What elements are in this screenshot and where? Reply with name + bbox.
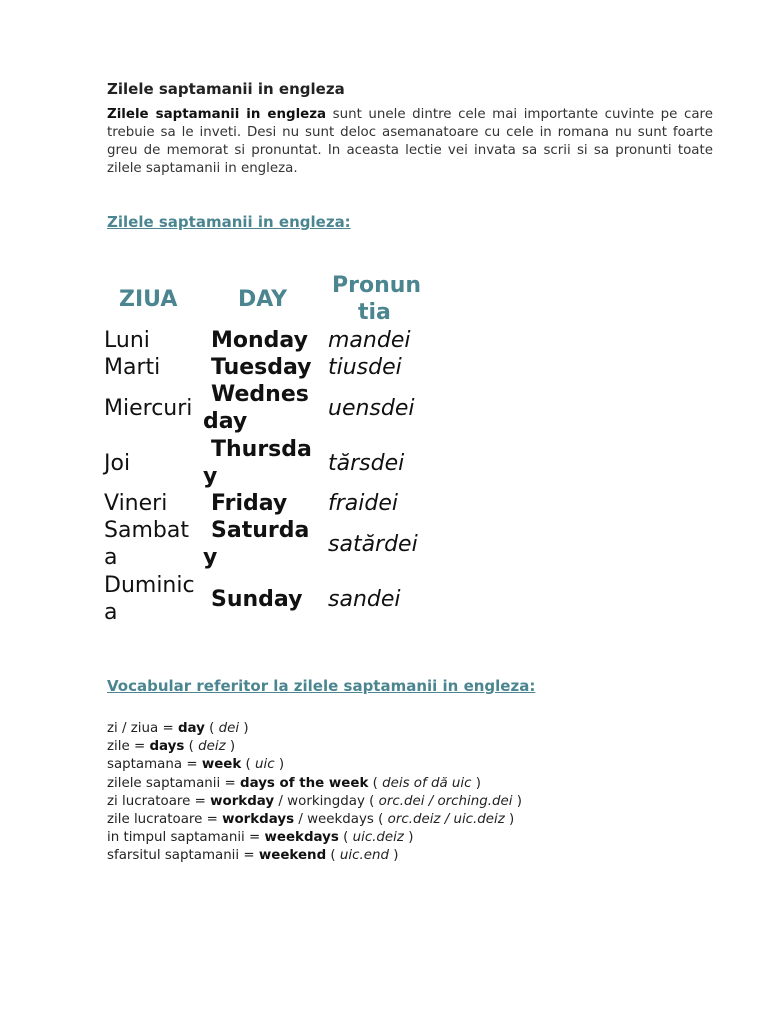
vocab-romanian: zi / ziua =	[107, 721, 178, 736]
vocab-pronunciation: uic	[255, 757, 275, 773]
vocab-close: )	[274, 757, 285, 773]
vocab-romanian: zile =	[107, 739, 150, 755]
vocab-romanian: zile lucratoare =	[107, 812, 223, 828]
day-pronunciation-cell: mandei	[328, 328, 411, 353]
day-ro-cell: a	[104, 545, 118, 570]
header-ziua: ZIUA	[119, 287, 178, 312]
vocab-romanian: zi lucratoare =	[107, 793, 211, 809]
vocab-section-heading[interactable]: Vocabular referitor la zilele saptamanii in engleza:	[107, 677, 536, 695]
vocab-english: day	[177, 721, 205, 736]
vocab-separator: (	[184, 739, 199, 755]
intro-text: sunt unele dintre cele mai importante cuvinte pe care trebuie sa le inveti. Desi nu sunt deloc asemanatoare cu cele in romana nu sunt foarte greu de memorat si pronuntat. In aceasta lectie vei invata sa scrii si sa pronunti toate zilele saptamanii in engleza.	[107, 107, 713, 176]
vocab-separator: (	[326, 848, 340, 864]
vocab-separator: (	[368, 775, 383, 791]
day-ro-cell: Vineri	[104, 491, 168, 516]
vocab-separator: (	[241, 757, 256, 773]
vocab-separator: / weekdays (	[294, 812, 388, 828]
day-en-cell: Friday	[211, 491, 288, 516]
day-en-cell: Tuesday	[211, 355, 312, 380]
day-en-cell: Monday	[211, 328, 308, 353]
day-ro-cell: Sambat	[104, 518, 189, 543]
header-pronuntia-part1: Pronun	[332, 273, 422, 298]
day-ro-cell: Miercuri	[104, 395, 193, 421]
vocab-close: )	[225, 739, 236, 755]
vocab-item	[107, 847, 522, 865]
vocab-romanian: sfarsitul saptamanii =	[107, 848, 259, 864]
header-day: DAY	[238, 287, 288, 312]
intro-paragraph	[107, 106, 713, 178]
day-en-cell: y	[203, 545, 218, 570]
days-section-heading[interactable]: Zilele saptamanii in engleza:	[107, 213, 351, 231]
vocab-item	[107, 756, 522, 774]
vocab-pronunciation: dei	[218, 721, 240, 736]
vocab-item	[107, 738, 522, 756]
vocab-close: )	[512, 793, 522, 809]
vocab-english: week	[201, 757, 242, 773]
day-en-cell: y	[203, 464, 218, 489]
day-pronunciation-cell: uensdei	[328, 395, 415, 421]
day-ro-cell: Luni	[104, 328, 150, 353]
day-pronunciation-cell: satărdei	[328, 531, 418, 557]
vocab-list	[107, 720, 522, 866]
day-ro-cell: Duminic	[104, 573, 195, 598]
vocab-romanian: in timpul saptamanii =	[107, 830, 265, 846]
day-pronunciation-cell: fraidei	[328, 491, 398, 516]
day-pronunciation-cell: tiusdei	[328, 355, 402, 380]
vocab-english: days	[149, 739, 185, 755]
vocab-english: weekdays	[264, 830, 339, 846]
day-ro-cell: a	[104, 600, 118, 625]
vocab-item	[107, 829, 522, 847]
day-ro-cell: Marti	[104, 355, 161, 380]
header-pronuntia-part2: tia	[358, 300, 391, 325]
vocab-pronunciation: orc.deiz / uic.deiz	[387, 812, 505, 828]
day-en-cell: Wednes	[211, 382, 309, 407]
day-pronunciation-cell: sandei	[328, 586, 401, 612]
day-en-cell: day	[203, 409, 248, 434]
vocab-pronunciation: deiz	[198, 739, 226, 755]
vocab-item	[107, 775, 522, 793]
vocab-romanian: saptamana =	[107, 757, 202, 773]
vocab-close: )	[403, 830, 414, 846]
vocab-english: weekend	[258, 848, 327, 864]
vocab-item	[107, 811, 522, 829]
vocab-english: workdays	[222, 812, 295, 828]
vocab-pronunciation: deis of dă uic	[382, 775, 472, 791]
vocab-separator: (	[338, 830, 353, 846]
vocab-pronunciation: orc.dei / orching.dei	[378, 793, 513, 809]
vocab-romanian: zilele saptamanii =	[107, 775, 240, 791]
day-en-cell: Sunday	[211, 586, 303, 612]
vocab-english: days of the week	[239, 775, 369, 791]
vocab-close: )	[471, 775, 481, 791]
vocab-close: )	[504, 812, 515, 828]
day-en-cell: Saturda	[211, 518, 310, 543]
vocab-pronunciation: uic.deiz	[352, 830, 404, 846]
vocab-english: workday	[210, 793, 275, 809]
vocab-close: )	[239, 721, 249, 736]
page-title: Zilele saptamanii in engleza	[107, 80, 345, 98]
day-en-cell: Thursda	[211, 437, 312, 462]
vocab-close: )	[388, 848, 399, 864]
vocab-item	[107, 793, 522, 811]
vocab-item	[107, 720, 522, 738]
vocab-separator: / workingday (	[274, 793, 379, 809]
day-pronunciation-cell: tărsdei	[328, 450, 405, 476]
vocab-pronunciation: uic.end	[339, 848, 389, 864]
intro-lead: Zilele saptamanii in engleza	[107, 107, 327, 122]
day-ro-cell: Joi	[104, 450, 131, 476]
vocab-separator: (	[204, 721, 219, 736]
